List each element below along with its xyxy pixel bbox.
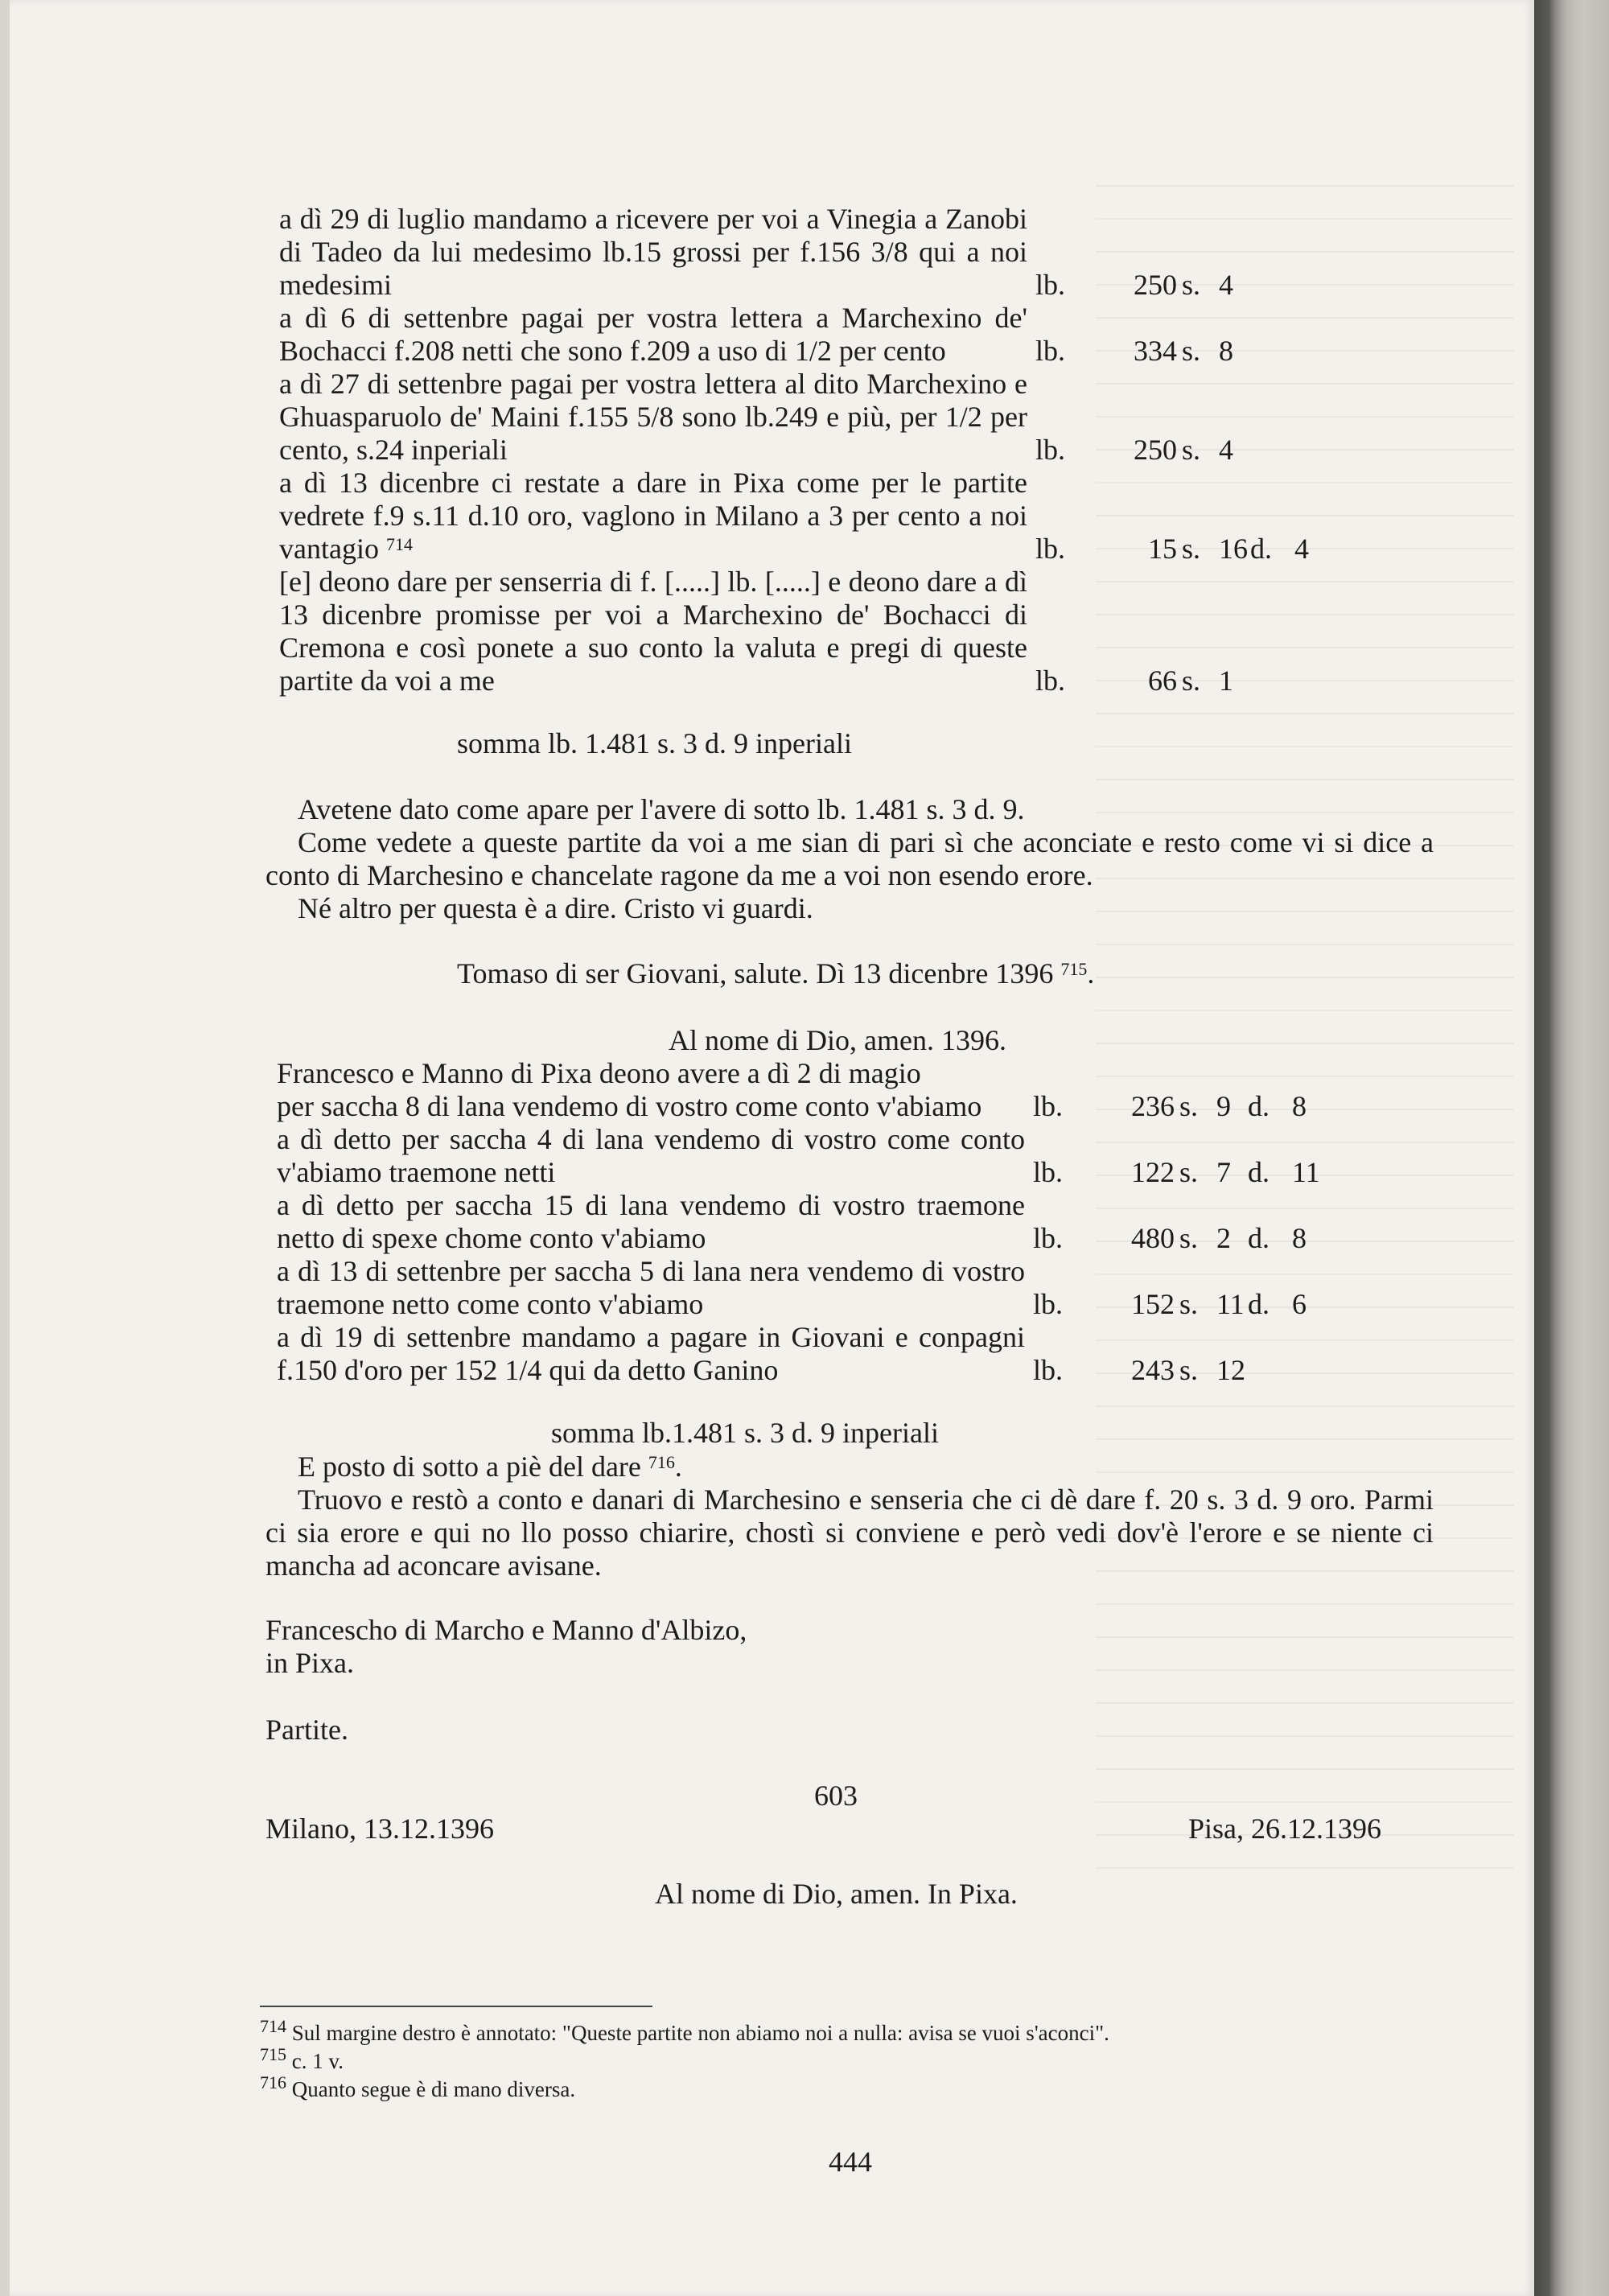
entry-description [277,1255,1025,1321]
account2-total: somma lb.1.481 s. 3 d. 9 inperiali [551,1417,939,1449]
entry-amount [1035,335,1325,368]
currency-s: s. [1182,269,1201,301]
letter1-signature: Tomaso di ser Giovani, salute. Dì 13 dicenbre 1396 $^{715}$. [457,957,1095,990]
d-value: 8 [1292,1090,1307,1122]
letter-origin: Milano, 13.12.1396 [265,1813,494,1845]
currency-d: d. [1250,533,1272,565]
s-value: 4 [1219,269,1233,301]
entry-amount [1033,1156,1323,1189]
footnote-716 [260,2072,576,2104]
entry-text: a dì 19 di settenbre mandamo a pagare in Giovani e conpagni f.150 d'oro per 152 1/4 qui da detto Ganino [277,1321,1025,1386]
entry-amount [1035,434,1325,467]
address-line-1: Francescho di Marcho e Manno d'Albizo, [265,1614,747,1646]
d-value: 8 [1292,1222,1307,1254]
letter1-paragraph: Né altro per questa è a dire. Cristo vi guardi. [298,892,813,924]
entry-amount [1035,269,1325,302]
account-entry [279,467,1309,566]
lb-value: 152 [1131,1288,1175,1320]
currency-lb: lb. [1035,665,1066,697]
entry-text: per saccha 8 di lana vendemo di vostro come conto v'abiamo [277,1090,982,1122]
closing-partite: Partite. [265,1714,348,1746]
s-value: 9 [1216,1090,1231,1122]
footnote-number: 716 [260,2072,286,2092]
entry-description [279,203,1027,302]
currency-s: s. [1182,335,1201,367]
lb-value: 236 [1131,1090,1175,1122]
entry-text: a dì 29 di luglio mandamo a ricevere per voi a Vinegia a Zanobi di Tadeo da lui medesimo lb.15 grossi per f.156 3/8 qui a noi medesimi [279,203,1027,301]
account2-note: E posto di sotto a piè del dare $^{716}$. [298,1450,682,1483]
currency-lb: lb. [1035,269,1066,301]
letter-destination: Pisa, 26.12.1396 [1188,1813,1382,1845]
currency-d: d. [1248,1222,1270,1254]
footnote-715 [260,2044,344,2076]
entry-description [279,368,1027,467]
account-entry [277,1255,1307,1321]
lb-value: 122 [1131,1156,1175,1188]
footnote-text: Sul margine destro è annotato: "Queste partite non abiamo noi a nulla: avisa se vuoi s'aconci". [291,2021,1109,2045]
entry-amount [1033,1222,1323,1255]
currency-lb: lb. [1035,335,1066,367]
footnote-text: Quanto segue è di mano diversa. [291,2077,576,2101]
currency-lb: lb. [1033,1288,1064,1320]
account-entry [277,1123,1320,1189]
footnote-ref-716: 716 [648,1452,675,1472]
account-entry [277,1321,1245,1387]
entry-amount [1033,1288,1323,1321]
footnote-ref-715: 715 [1060,959,1088,979]
footnote-number: 715 [260,2044,286,2064]
currency-d: d. [1248,1156,1270,1188]
footnote-rule [260,2006,652,2007]
d-value: 11 [1292,1156,1320,1188]
account2-first-line: Francesco e Manno di Pixa deono avere a dì 2 di magio [277,1057,921,1089]
currency-lb: lb. [1033,1090,1064,1122]
entry-description [279,566,1027,697]
footnote-number: 714 [260,2016,286,2036]
stacked-page-edges [1534,0,1609,2296]
entry-description [277,1090,1025,1123]
currency-lb: lb. [1033,1156,1064,1188]
note-text: E posto di sotto a piè del dare [298,1450,641,1483]
letter1-account [279,203,1309,697]
lb-value: 250 [1134,269,1177,301]
lb-value: 243 [1131,1354,1175,1386]
currency-s: s. [1182,665,1201,697]
entry-amount [1033,1090,1323,1123]
account-entry [279,203,1233,302]
footnote-714 [260,2016,1109,2047]
letter603-heading: Al nome di Dio, amen. In Pixa. [655,1878,1018,1910]
currency-s: s. [1182,533,1201,565]
d-value: 6 [1292,1288,1307,1320]
currency-s: s. [1179,1090,1199,1122]
entry-description [277,1189,1025,1255]
letter-number: 603 [814,1780,858,1812]
s-value: 7 [1216,1156,1231,1188]
s-value: 1 [1219,665,1233,697]
entry-description [279,467,1027,566]
account2-entries [277,1090,1320,1387]
account-entry [277,1189,1307,1255]
currency-d: d. [1248,1288,1270,1320]
currency-lb: lb. [1035,533,1066,565]
entry-description [277,1321,1025,1387]
entry-text: a dì 13 di settenbre per saccha 5 di lana nera vendemo di vostro traemone netto come conto v'abiamo [277,1255,1025,1320]
lb-value: 334 [1134,335,1177,367]
currency-s: s. [1182,434,1201,466]
entry-text: a dì 27 di settenbre pagai per vostra lettera al dito Marchexino e Ghuasparuolo de' Maini f.155 5/8 sono lb.249 e più, per 1/2 per cento, s.24 inperiali [279,368,1027,466]
currency-s: s. [1179,1354,1199,1386]
letter1-total: somma lb. 1.481 s. 3 d. 9 inperiali [457,727,852,759]
letter1-paragraph: Come vedete a queste partite da voi a me sian di pari sì che aconciate e resto come vi si dice a conto di Marchesino e chancelate ragone da me a voi non esendo erore. [265,826,1434,891]
entry-text: a dì 13 dicenbre ci restate a dare in Pixa come per le partite vedrete f.9 s.11 d.10 oro, vaglono in Milano a 3 per cento a noi vantagio [279,467,1027,565]
entry-text: a dì 6 di settenbre pagai per vostra lettera a Marchexino de' Bochacci f.208 netti che sono f.209 a uso di 1/2 per cento [279,302,1027,367]
lb-value: 480 [1131,1222,1175,1254]
s-value: 8 [1219,335,1233,367]
account-entry [279,368,1233,467]
signature-text: Tomaso di ser Giovani, salute. Dì 13 dicenbre 1396 [457,957,1054,990]
account2-heading: Al nome di Dio, amen. 1396. [669,1024,1006,1056]
currency-s: s. [1179,1288,1199,1320]
s-value: 16 [1219,533,1248,565]
currency-s: s. [1179,1222,1199,1254]
currency-s: s. [1179,1156,1199,1188]
letter1-paragraphs [265,793,1434,925]
currency-lb: lb. [1035,434,1066,466]
lb-value: 250 [1134,434,1177,466]
entry-text: a dì detto per saccha 4 di lana vendemo di vostro come conto v'abiamo traemone netti [277,1123,1025,1188]
account-entry [277,1090,1307,1123]
letter1-paragraph: Avetene dato come apare per l'avere di sotto lb. 1.481 s. 3 d. 9. [298,793,1025,825]
account2-paragraph: Truovo e restò a conto e danari di Marchesino e senseria che ci dè dare f. 20 s. 3 d. 9 oro. Parmi ci sia erore e qui no llo posso chiarire, chostì si conviene e però vedi dov'è l'erore e se niente ci mancha ad aconcare avisane. [265,1483,1434,1582]
footnote-text: c. 1 v. [291,2049,344,2073]
footnote-ref: 714 [385,534,413,554]
d-value: 4 [1294,533,1309,565]
page-number: 444 [829,2146,872,2178]
lb-value: 66 [1148,665,1177,697]
s-value: 2 [1216,1222,1231,1254]
s-value: 12 [1216,1354,1245,1386]
entry-amount [1033,1354,1323,1387]
entry-description [277,1123,1025,1189]
entry-text: [e] deono dare per senserria di f. [.....] lb. [.....] e deono dare a dì 13 dicenbre promisse per voi a Marchexino de' Bochacci di Cremona e così ponete a suo conto la valuta e pregi di queste partite da voi a me [279,566,1027,697]
entry-amount [1035,533,1325,566]
s-value: 4 [1219,434,1233,466]
entry-amount [1035,665,1325,697]
currency-lb: lb. [1033,1222,1064,1254]
address-line-2: in Pixa. [265,1647,355,1679]
entry-text: a dì detto per saccha 15 di lana vendemo di vostro traemone netto di spexe chome conto v'abiamo [277,1189,1025,1254]
account-entry [279,302,1233,368]
s-value: 11 [1216,1288,1245,1320]
entry-description [279,302,1027,368]
currency-d: d. [1248,1090,1270,1122]
account-entry [279,566,1233,697]
currency-lb: lb. [1033,1354,1064,1386]
lb-value: 15 [1148,533,1177,565]
